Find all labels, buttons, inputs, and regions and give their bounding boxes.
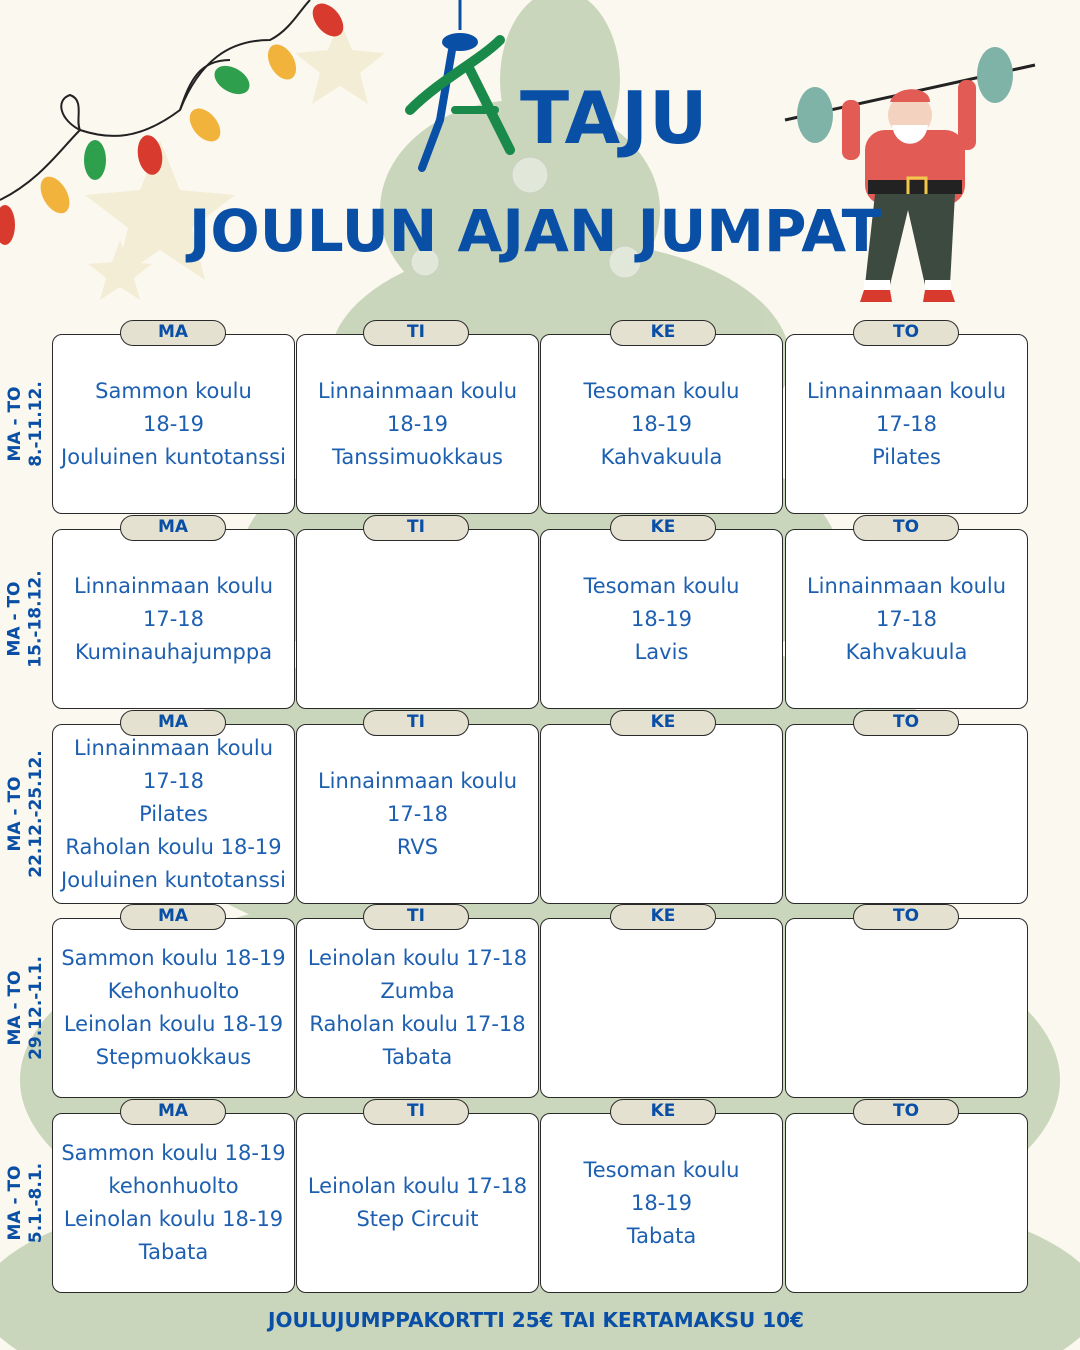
- day-tab: KE: [610, 904, 716, 930]
- class-info-line: Sammon koulu: [95, 378, 252, 403]
- day-tab: KE: [610, 1099, 716, 1125]
- class-info-line: Linnainmaan koulu: [73, 735, 274, 760]
- class-info-line: Kehonhuolto: [107, 979, 240, 1003]
- schedule-cell: [52, 724, 295, 904]
- class-info-line: Linnainmaan koulu: [73, 573, 274, 598]
- class-info-line: Sammon koulu 18-19: [61, 946, 286, 970]
- class-info-line: 18-19: [630, 411, 693, 436]
- schedule-cell: [296, 918, 539, 1098]
- week-label-dates: 29.12.-1.1.: [26, 956, 47, 1060]
- day-tab: MA: [120, 1099, 226, 1125]
- class-info-line: Tanssimuokkaus: [332, 444, 503, 469]
- page-title: JOULUN AJAN JUMPAT: [188, 197, 882, 265]
- class-info-line: Raholan koulu 17-18: [309, 1012, 526, 1036]
- week-label-dates: 5.1.-8.1.: [26, 1162, 47, 1244]
- day-tab: TO: [853, 320, 959, 346]
- schedule-cell: [296, 334, 539, 514]
- class-info-line: Zumba: [380, 979, 455, 1003]
- class-info-line: Leinolan koulu 17-18: [307, 1174, 528, 1198]
- class-info-line: Step Circuit: [356, 1207, 479, 1231]
- class-info-line: 17-18: [386, 801, 449, 826]
- class-info-line: Leinolan koulu 18-19: [63, 1207, 284, 1231]
- day-tab: KE: [610, 320, 716, 346]
- class-info-line: 18-19: [630, 1190, 693, 1215]
- schedule-cell: [52, 918, 295, 1098]
- schedule-cell: [296, 1113, 539, 1293]
- week-label: [0, 724, 52, 904]
- week-label: [0, 334, 52, 514]
- week-label: [0, 918, 52, 1098]
- class-info-line: Stepmuokkaus: [95, 1045, 252, 1069]
- class-info-line: Linnainmaan koulu: [317, 768, 518, 793]
- class-info-line: 17-18: [875, 606, 938, 631]
- class-info-line: Tesoman koulu: [583, 378, 740, 403]
- class-info-line: Tesoman koulu: [583, 573, 740, 598]
- class-info-line: 17-18: [142, 606, 205, 631]
- class-info-line: Tabata: [138, 1240, 209, 1264]
- class-info-line: Kahvakuula: [845, 639, 968, 664]
- schedule-cell: [52, 334, 295, 514]
- class-info-line: Leinolan koulu 17-18: [307, 946, 528, 970]
- class-info-line: 18-19: [386, 411, 449, 436]
- schedule-cell: [296, 724, 539, 904]
- day-tab: TO: [853, 710, 959, 736]
- schedule-cell: [785, 724, 1028, 904]
- schedule-cell: [540, 529, 783, 709]
- schedule-cell: [785, 918, 1028, 1098]
- schedule-cell: [785, 1113, 1028, 1293]
- class-info-line: Tesoman koulu: [583, 1157, 740, 1182]
- class-info-line: Kuminauhajumppa: [74, 639, 273, 664]
- week-label-dates: 22.12.-25.12.: [26, 750, 46, 878]
- day-tab: MA: [120, 710, 226, 736]
- class-info-line: Kahvakuula: [600, 444, 723, 469]
- schedule-cell: [52, 1113, 295, 1293]
- schedule-cell: [540, 1113, 783, 1293]
- class-info-line: Raholan koulu 18-19: [65, 834, 282, 859]
- day-tab: TO: [853, 1099, 959, 1125]
- schedule-cell: [785, 334, 1028, 514]
- class-info-line: 17-18: [875, 411, 938, 436]
- brand-name: TAJU: [520, 76, 709, 160]
- week-label-dates: 8.-11.12.: [26, 381, 47, 467]
- class-info-line: Linnainmaan koulu: [317, 378, 518, 403]
- day-tab: TI: [363, 515, 469, 541]
- day-tab: MA: [120, 320, 226, 346]
- day-tab: TI: [363, 710, 469, 736]
- day-tab: KE: [610, 515, 716, 541]
- class-info-line: kehonhuolto: [108, 1174, 239, 1198]
- schedule-cell: [540, 918, 783, 1098]
- week-label-days: MA - TO: [5, 1165, 26, 1241]
- class-info-line: Pilates: [872, 444, 941, 469]
- day-tab: TI: [363, 320, 469, 346]
- class-info-line: RVS: [396, 834, 439, 859]
- santa-weightlifter-icon: [780, 40, 1040, 310]
- class-info-line: Pilates: [139, 801, 208, 826]
- day-tab: TO: [853, 904, 959, 930]
- schedule-cell: [540, 334, 783, 514]
- schedule-cell: [540, 724, 783, 904]
- week-label: [0, 1113, 52, 1293]
- week-label-days: MA - TO: [5, 970, 26, 1046]
- week-label-days: MA - TO: [5, 581, 25, 657]
- schedule-cell: [296, 529, 539, 709]
- day-tab: MA: [120, 904, 226, 930]
- day-tab: KE: [610, 710, 716, 736]
- class-info-line: Sammon koulu 18-19: [61, 1141, 286, 1165]
- class-info-line: Leinolan koulu 18-19: [63, 1012, 284, 1036]
- class-info-line: 18-19: [142, 411, 205, 436]
- week-label-dates: 15.-18.12.: [26, 570, 46, 668]
- schedule-cell: [785, 529, 1028, 709]
- class-info-line: Jouluinen kuntotanssi: [61, 444, 286, 469]
- class-info-line: Jouluinen kuntotanssi: [61, 867, 286, 892]
- day-tab: MA: [120, 515, 226, 541]
- class-info-line: Linnainmaan koulu: [806, 573, 1007, 598]
- week-label-days: MA - TO: [5, 776, 25, 852]
- class-info-line: Tabata: [626, 1223, 697, 1248]
- day-tab: TI: [363, 904, 469, 930]
- class-info-line: Lavis: [634, 639, 689, 664]
- class-info-line: 18-19: [630, 606, 693, 631]
- day-tab: TI: [363, 1099, 469, 1125]
- class-info-line: Linnainmaan koulu: [806, 378, 1007, 403]
- week-label: [0, 529, 52, 709]
- day-tab: TO: [853, 515, 959, 541]
- price-footer: JOULUJUMPPAKORTTI 25€ TAI KERTAMAKSU 10€: [268, 1308, 804, 1332]
- schedule-cell: [52, 529, 295, 709]
- week-label-days: MA - TO: [5, 386, 26, 462]
- class-info-line: Tabata: [382, 1045, 453, 1069]
- class-info-line: 17-18: [142, 768, 205, 793]
